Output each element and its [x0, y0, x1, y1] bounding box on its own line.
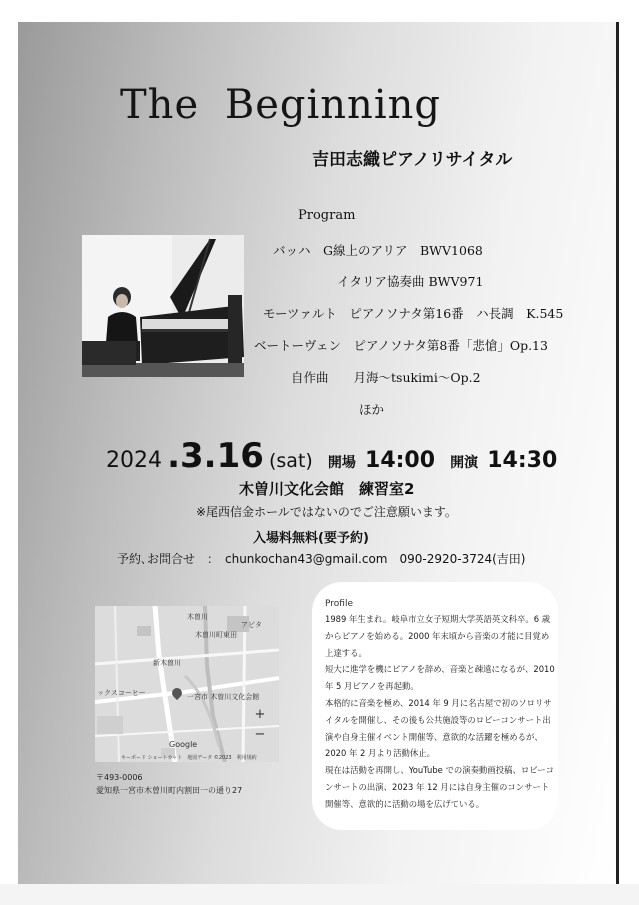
pianist-photo — [82, 235, 244, 377]
program-item: モーツァルト ピアノソナタ第16番 ハ長調 K.545 — [263, 306, 564, 321]
start-time: 14:30 — [487, 448, 558, 473]
doors-open-label: 開場 — [327, 455, 356, 471]
doors-open-time: 14:00 — [365, 448, 436, 473]
program-item: ベートーヴェン ピアノソナタ第8番「悲愴」Op.13 — [254, 338, 548, 353]
flyer-title: The Beginning — [120, 82, 441, 128]
address — [96, 771, 242, 797]
event-year: 2024 — [106, 448, 162, 473]
profile-heading: Profile — [325, 599, 353, 609]
map-label: 新木曽川 — [153, 659, 181, 667]
program-item: 自作曲 月海～tsukimi～Op.2 — [291, 370, 481, 385]
start-label: 開演 — [450, 455, 479, 471]
profile-paragraph: 短大に進学を機にピアノを辞め、音楽と疎遠になるが、2010 年 5 月ピアノを再起動。 — [325, 664, 555, 692]
profile-paragraph: 現在は活動を再開し、YouTube での演奏動画投稿、ロビーコンサートの出演、2023 年 12 月には自身主催のコンサート開催等、意欲的に活動の場を広げている。 — [325, 765, 555, 809]
admission-fee: 入場料無料(要予約) — [253, 531, 369, 546]
map-label: 木曽川 — [187, 613, 208, 621]
event-date: .3.16 — [167, 436, 264, 476]
google-logo: Google — [169, 740, 198, 749]
venue-note: ※尾西信金ホールではないのでご注意願います。 — [196, 505, 457, 519]
contact-info: 予約､お問合せ ： chunkochan43@gmail.com 090-2920-3724(吉田) — [117, 552, 526, 566]
map-footer: キーボード ショートカット 地図データ ©2023 利用規約 — [121, 755, 257, 761]
postal-code: 〒493-0006 — [96, 773, 143, 782]
piano-illustration — [82, 235, 244, 377]
map-label: アピタ — [241, 621, 262, 629]
venue: 木曽川文化会館 練習室2 — [239, 480, 415, 498]
zoom-out-button[interactable]: − — [254, 727, 266, 742]
map-label: 一宮市 木曽川文化会館 — [187, 693, 260, 701]
program-item: イタリア協奏曲 BWV971 — [337, 274, 484, 289]
event-weekday: (sat) — [269, 450, 313, 472]
program-item: バッハ G線上のアリア BWV1068 — [273, 243, 483, 258]
profile-paragraph: 1989 年生まれ。岐阜市立女子短期大学英語英文科卒。6 歳からピアノを始める。2000 年末頃から音楽の才能に目覚め上達する。 — [325, 614, 551, 658]
zoom-in-button[interactable]: + — [254, 707, 266, 722]
location-map[interactable] — [95, 606, 279, 762]
street-address: 愛知県一宮市木曽川町内割田一の通り27 — [96, 786, 243, 795]
flyer-subtitle: 吉田志織ピアノリサイタル — [312, 150, 513, 170]
profile-text — [325, 611, 557, 813]
event-datetime — [106, 436, 557, 476]
map-label: 木曽川町東田 — [195, 631, 237, 639]
program-heading: Program — [298, 208, 356, 223]
page-edge — [616, 22, 619, 884]
program-item: ほか — [359, 402, 385, 417]
page-bottom-edge — [0, 884, 639, 905]
map-label: ックスコーヒー — [97, 689, 146, 697]
profile-paragraph: 本格的に音楽を極め、2014 年 9 月に名古屋で初のソロリサイタルを開催し、その後も公共施設等のロビーコンサート出演や自身主催イベント開催等、意欲的な活躍を極めるが、2020 年 2 月より活動休止。 — [325, 697, 552, 759]
